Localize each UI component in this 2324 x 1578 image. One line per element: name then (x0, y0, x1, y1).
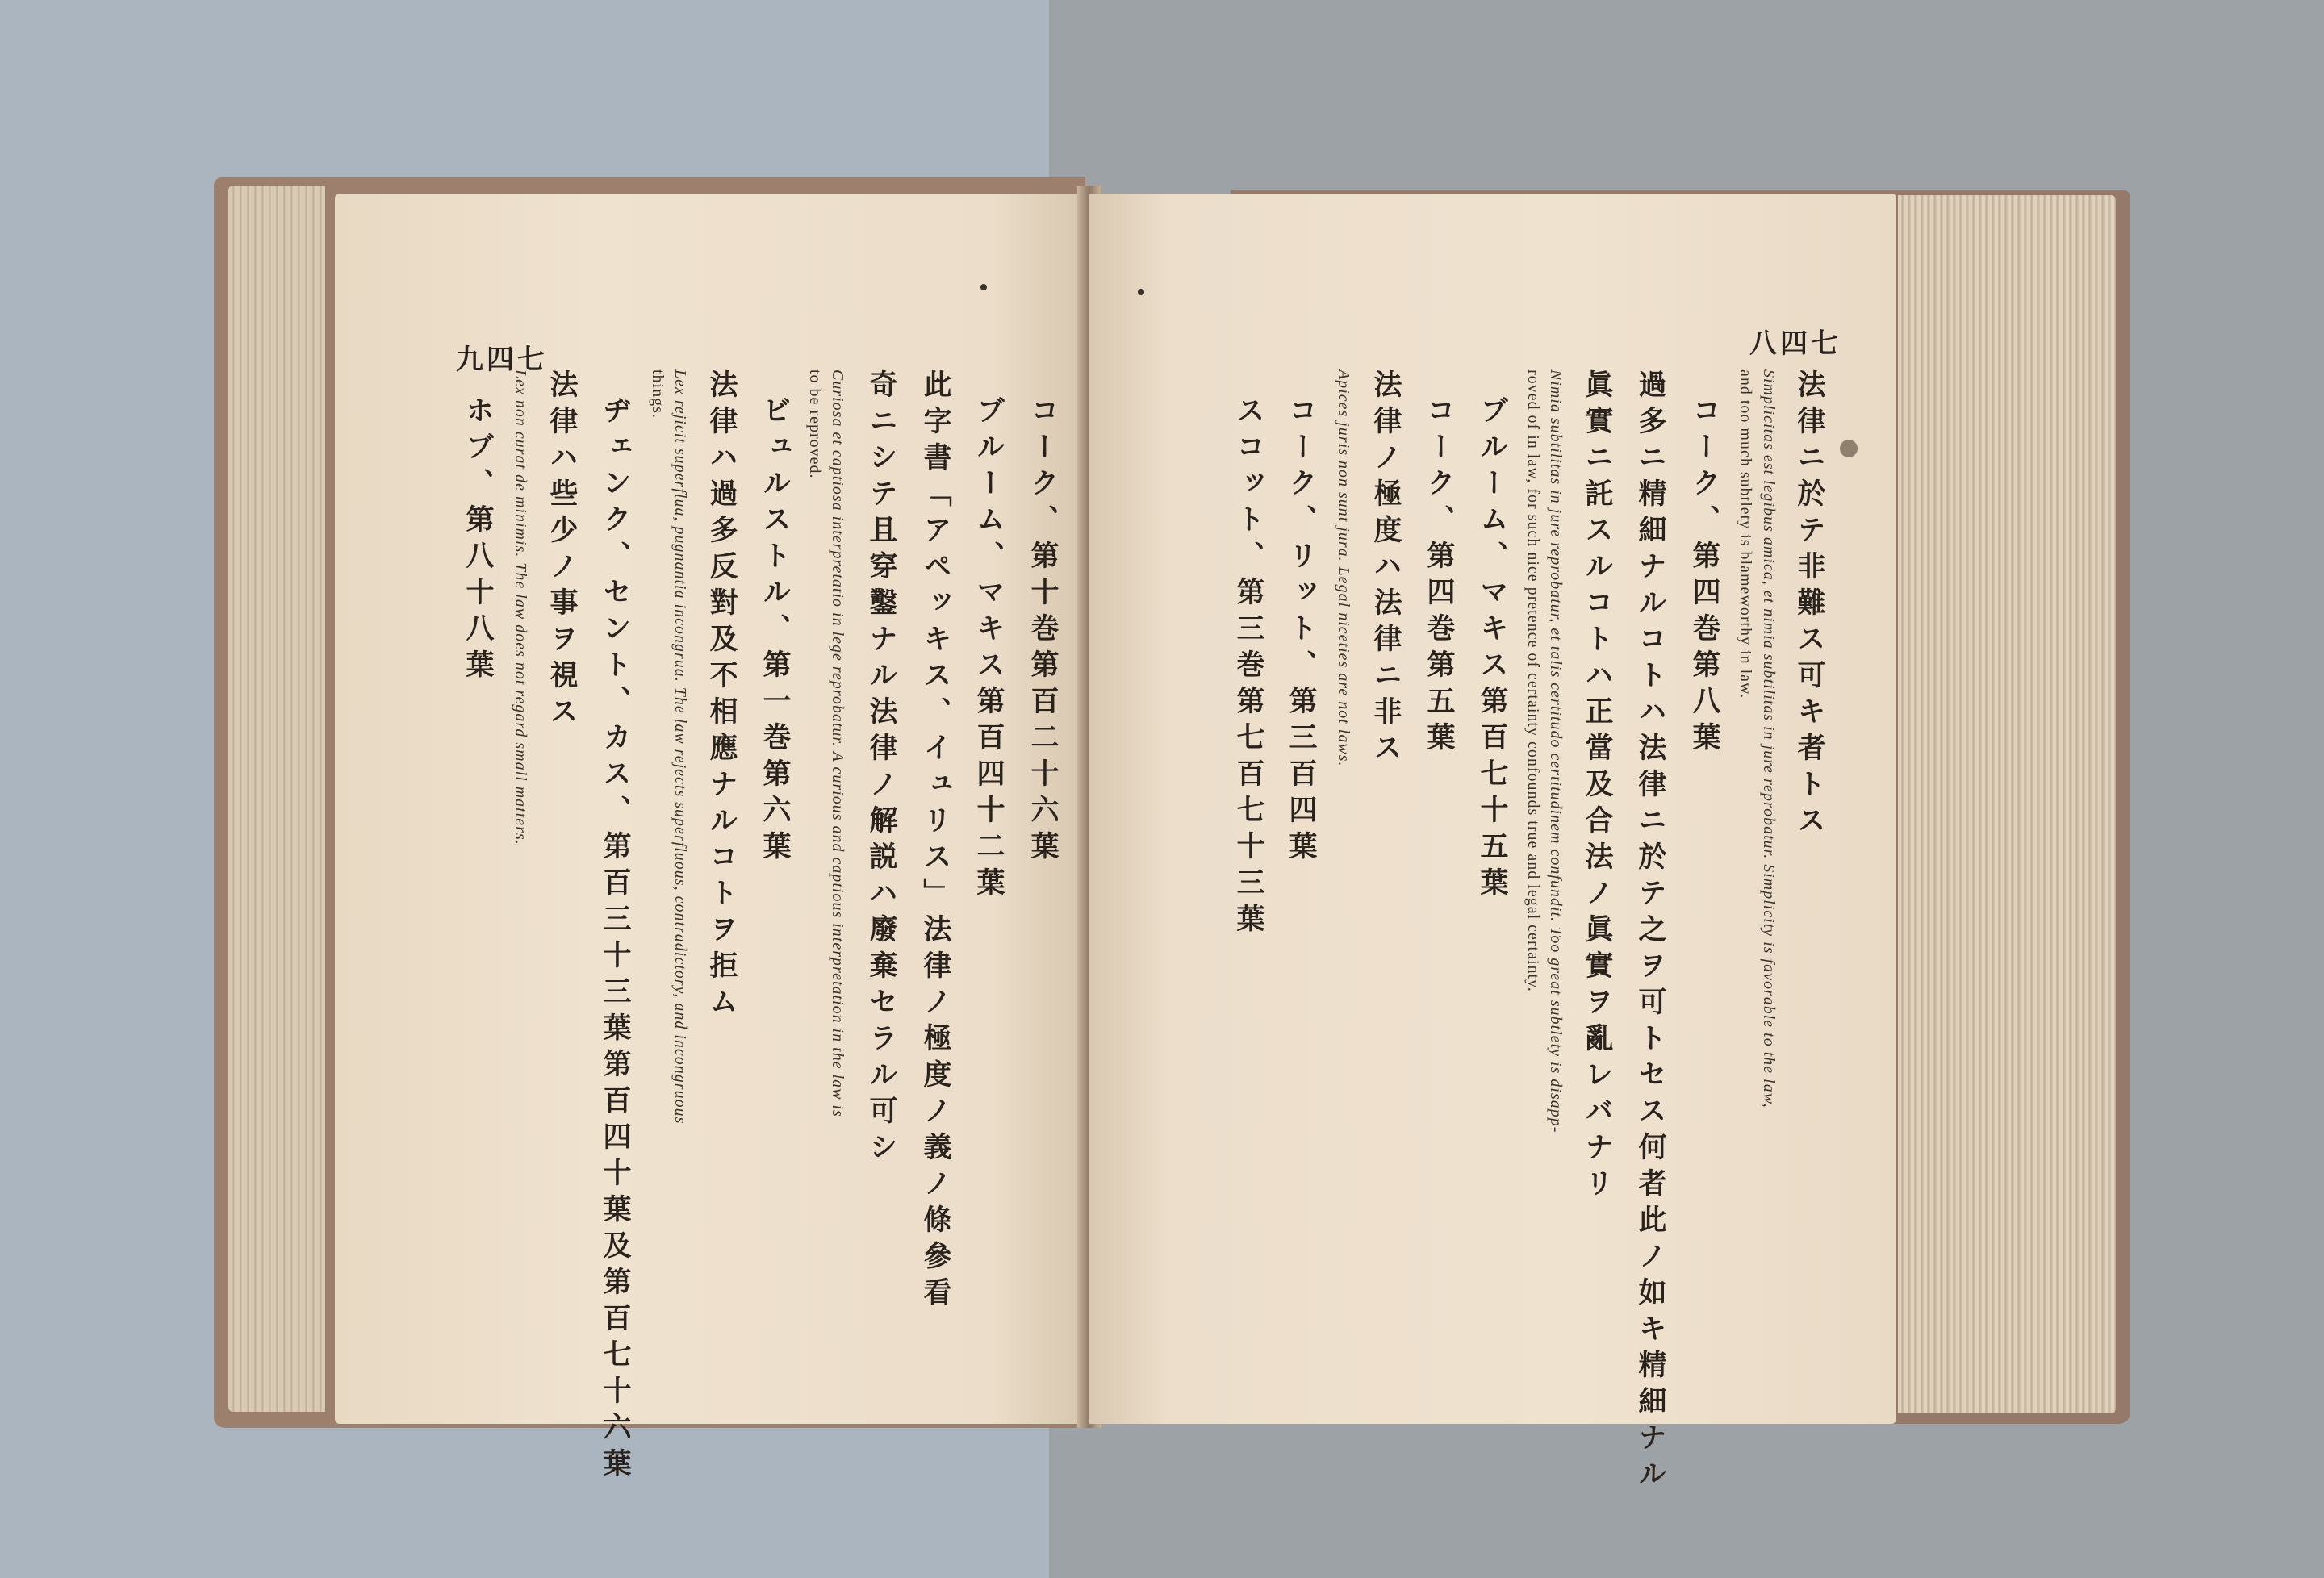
left-line-13: Lex non curat de minimis. The law does not regard small matters. (512, 369, 529, 845)
page-edges-right (1898, 195, 2116, 1413)
left-line-8: 法律ハ過多反對及不相應ナルコトヲ拒ム (705, 369, 738, 1023)
right-line-6: 眞實ニ託スルコトハ正當及合法ノ眞實ヲ亂レバナリ (1581, 369, 1614, 1204)
left-line-9: Lex rejicit superflua, pugnantia incongrua. The law rejects superfluous, contradictory, and incongruous (671, 369, 689, 1125)
left-page (335, 194, 1081, 1484)
right-line-8: roved of in law, for such nice pretence of certainty confounds true and legal certainty. (1524, 369, 1542, 992)
left-line-5: Curiosa et captiosa interpretatio in lege reprobatur. A curious and captious interpretation in the law is (829, 369, 846, 1117)
left-line-2: ブルーム、マキス第百四十二葉 (972, 395, 1005, 904)
ink-dot-left (980, 284, 987, 290)
stain-spot (1840, 440, 1858, 457)
right-line-3: and too much subtlety is blameworthy in law. (1737, 369, 1754, 699)
right-line-1: 法律ニ於テ非難ス可キ者トス (1793, 369, 1826, 841)
left-line-14: ホブ、第八十八葉 (462, 395, 495, 686)
left-line-3: 此字書「アペッキス、イュリス」法律ノ極度ノ義ノ條參看 (919, 369, 952, 1313)
right-page (1089, 194, 1896, 1495)
left-line-12: 法律ハ些少ノ事ヲ視ス (545, 369, 579, 733)
right-line-12: Apices juris non sunt jura. Legal niceties are not laws. (1335, 369, 1352, 767)
right-line-7: Nimia subtilitas in jure reprobatur, et talis certitudo certitudinem confundit. Too great subtlety is disapp- (1547, 369, 1565, 1133)
right-page-folio: 八四七 (1749, 328, 1841, 360)
left-line-6: to be reproved. (806, 369, 824, 479)
left-line-7: ビュルストル、第一巻第六葉 (759, 395, 792, 867)
right-line-2: Simplicitas est legibus amica, et nimia subtilitas in jure reprobatur. Simplicity is favorable to the law, (1760, 369, 1778, 1108)
left-line-10: things. (649, 369, 667, 419)
open-book (214, 169, 2130, 1495)
right-line-9: ブルーム、マキス第百七十五葉 (1476, 395, 1509, 904)
right-line-5: 過多ニ精細ナルコトハ法律ニ於テ之ヲ可トセス何者此ノ如キ精細ナル (1634, 369, 1667, 1495)
right-line-10: コーク、第四巻第五葉 (1423, 395, 1456, 758)
left-line-4: 奇ニシテ且穿鑿ナル法律ノ解説ハ廢棄セラル可シ (865, 369, 898, 1168)
right-line-13: コーク、リット、第三百四葉 (1285, 395, 1318, 867)
left-line-1: コーク、第十巻第百二十六葉 (1026, 395, 1060, 867)
left-line-11: ヂェンク、セント、カス、第百三十三葉第百四十葉及第百七十六葉 (599, 395, 632, 1484)
right-line-4: コーク、第四巻第八葉 (1688, 395, 1721, 758)
right-line-11: 法律ノ極度ハ法律ニ非ス (1369, 369, 1402, 769)
left-page-folio: 九四七 (456, 344, 548, 376)
ink-dot-right (1138, 289, 1144, 295)
right-line-14: スコット、第三巻第七百七十三葉 (1232, 395, 1265, 940)
page-edges-left (228, 186, 325, 1412)
